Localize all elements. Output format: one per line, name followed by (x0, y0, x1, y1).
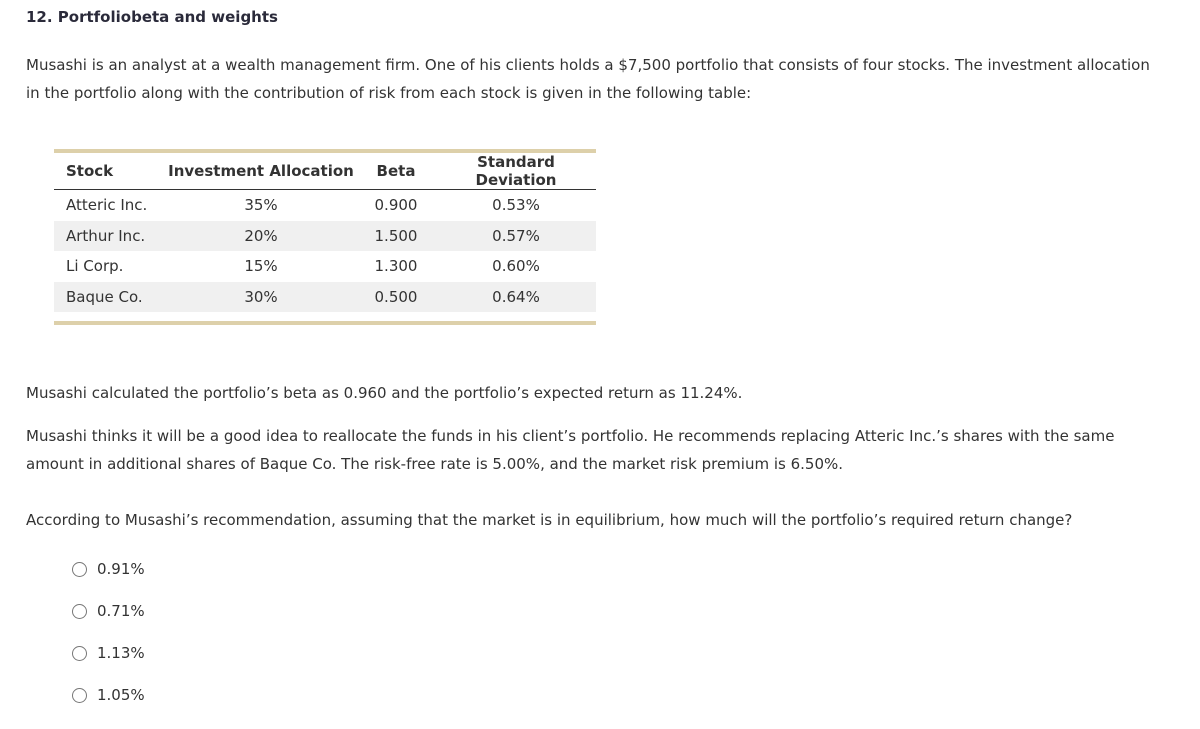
cell-beta: 0.500 (356, 282, 436, 313)
table-header-row (54, 153, 596, 190)
header-beta: Beta (356, 153, 436, 190)
cell-std-dev: 0.60% (492, 257, 540, 276)
cell-allocation: 35% (244, 196, 278, 215)
question-intro: Musashi is an analyst at a wealth management firm. One of his clients holds a $7,500 portfolio that consists of four stocks. The investment allocation in the portfolio along with the contribution of risk from each stock is given in the following table: (26, 56, 1150, 102)
cell-std-dev: 0.57% (436, 221, 596, 252)
radio-button[interactable] (72, 646, 87, 661)
option-label: 1.05% (97, 686, 145, 704)
radio-button[interactable] (72, 604, 87, 619)
answer-option[interactable] (72, 602, 145, 620)
table-row (54, 282, 596, 313)
answer-option[interactable] (72, 560, 145, 578)
answer-option[interactable] (72, 644, 145, 662)
option-label: 0.91% (97, 560, 145, 578)
cell-stock: Atteric Inc. (66, 196, 148, 215)
cell-beta: 1.300 (374, 257, 418, 276)
cell-allocation: 20% (166, 221, 356, 252)
cell-allocation: 15% (244, 257, 278, 276)
cell-stock: Baque Co. (54, 282, 166, 313)
allocation-table (54, 149, 596, 325)
option-label: 0.71% (97, 602, 145, 620)
table-row (54, 251, 596, 282)
cell-beta: 1.500 (356, 221, 436, 252)
question-prompt: According to Musashi’s recommendation, assuming that the market is in equilibrium, how much will the portfolio’s required return change? (26, 511, 1073, 529)
radio-button[interactable] (72, 562, 87, 577)
cell-std-dev: 0.53% (492, 196, 540, 215)
option-label: 1.13% (97, 644, 145, 662)
cell-stock: Li Corp. (66, 257, 124, 276)
question-title: 12. Portfoliobeta and weights (26, 8, 278, 26)
cell-allocation: 30% (166, 282, 356, 313)
cell-std-dev: 0.64% (436, 282, 596, 313)
table-spacer (54, 312, 596, 321)
table-row (54, 190, 596, 221)
table-row (54, 221, 596, 252)
answer-option[interactable] (72, 686, 145, 704)
header-std-dev: Standard Deviation (436, 153, 596, 190)
cell-stock: Arthur Inc. (54, 221, 166, 252)
header-allocation: Investment Allocation (166, 153, 356, 190)
header-stock: Stock (54, 153, 166, 190)
calculation-text: Musashi calculated the portfolio’s beta as 0.960 and the portfolio’s expected return as 11.24%. (26, 384, 743, 402)
table-bottom-rule (54, 321, 596, 325)
recommendation-text: Musashi thinks it will be a good idea to reallocate the funds in his client’s portfolio. He recommends replacing Atteric Inc.’s shares with the same amount in additional shares of Baque Co. The risk-free rate is 5.00%, and the market risk premium is 6.50%. (26, 427, 1115, 473)
cell-beta: 0.900 (374, 196, 418, 215)
radio-button[interactable] (72, 688, 87, 703)
